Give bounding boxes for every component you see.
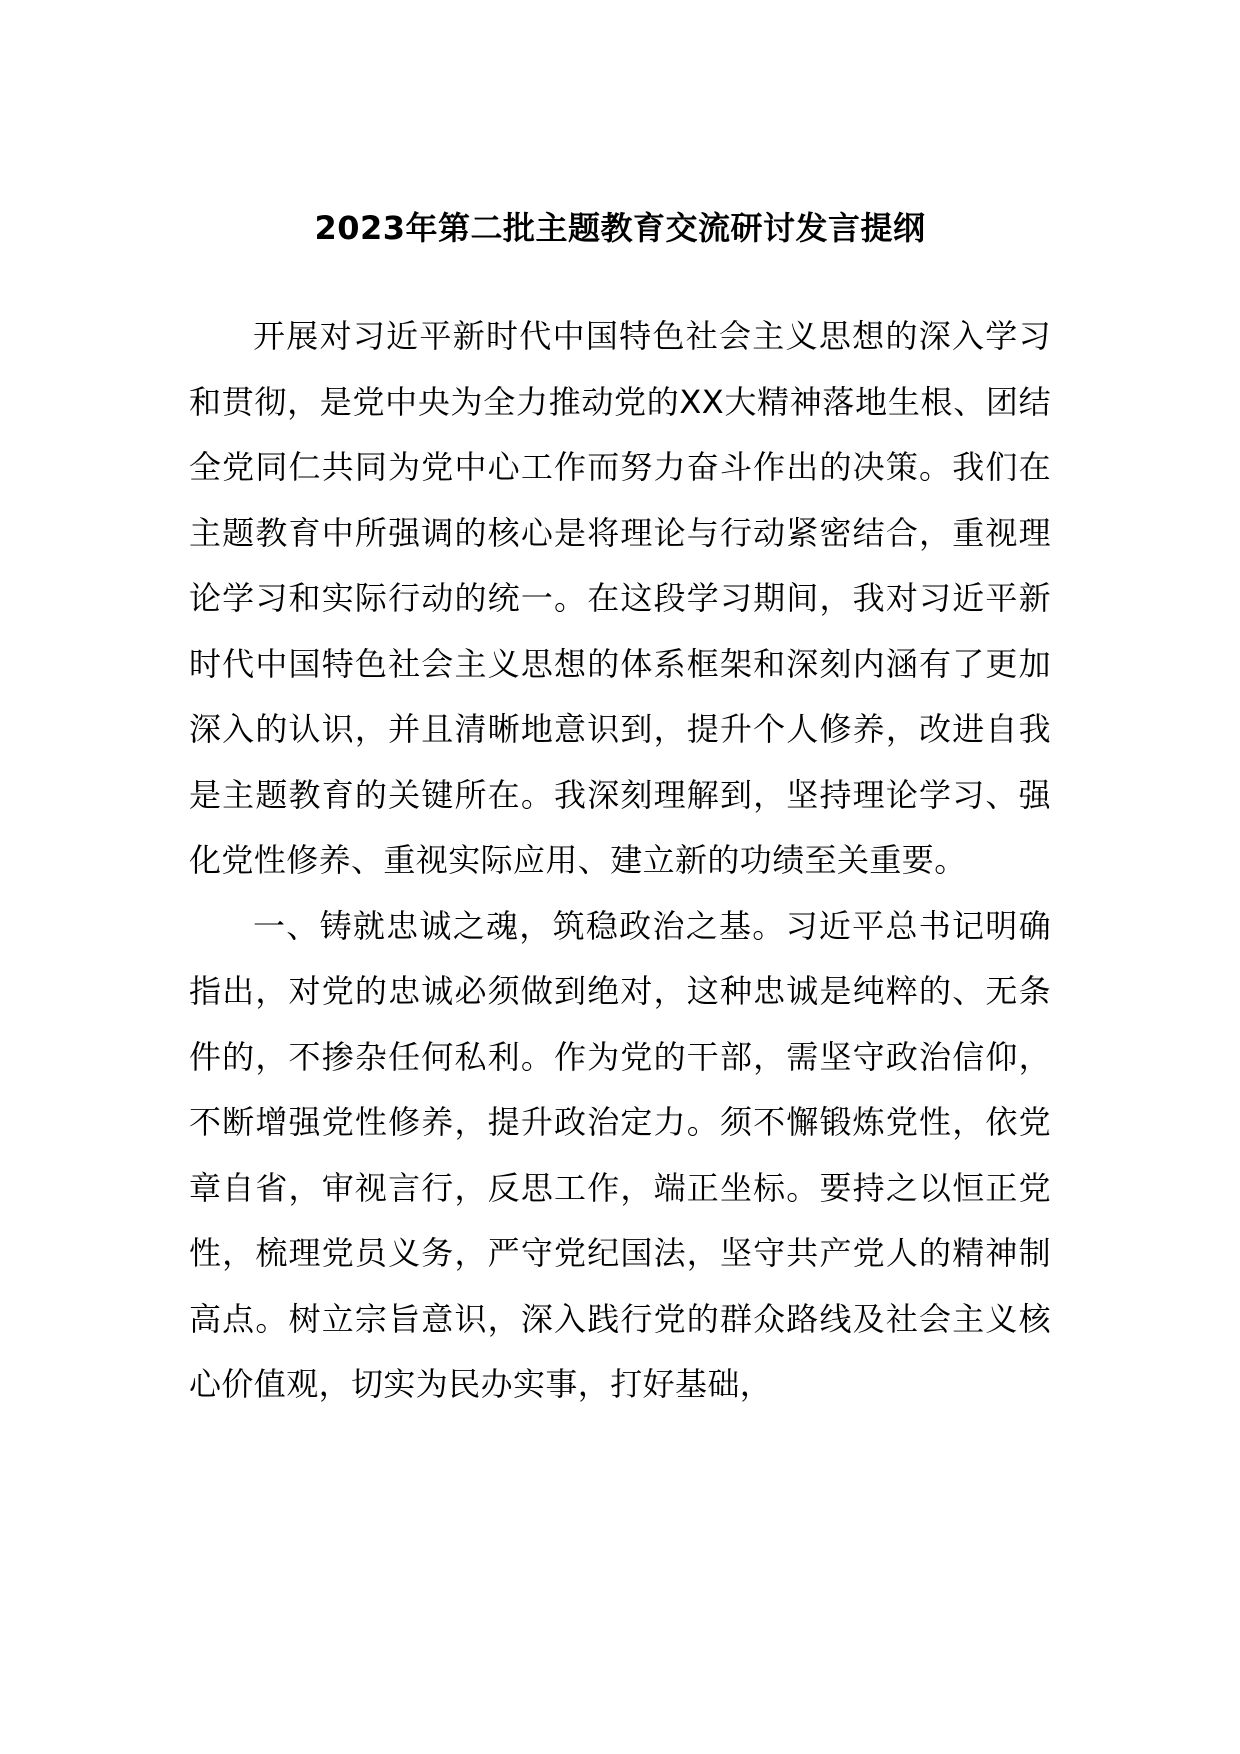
document-title: 2023年第二批主题教育交流研讨发言提纲 (314, 209, 926, 247)
paragraph-section-one: 一、铸就忠诚之魂，筑稳政治之基。习近平总书记明确指出，对党的忠诚必须做到绝对，这种忠诚是纯粹的、无条件的，不掺杂任何私利。作为党的干部，需坚守政治信仰，不断增强党性修养，提升政治定力。须不懈锻炼党性，依党章自省，审视言行，反思工作，端正坐标。要持之以恒正党性，梳理党员义务，严守党纪国法，坚守共产党人的精神制高点。树立宗旨意识，深入践行党的群众路线及社会主义核心价值观，切实为民办实事，打好基础， (189, 906, 1051, 1403)
paragraph-intro: 开展对习近平新时代中国特色社会主义思想的深入学习和贯彻，是党中央为全力推动党的XX大精神落地生根、团结全党同仁共同为党中心工作而努力奋斗作出的决策。我们在主题教育中所强调的核心是将理论与行动紧密结合，重视理论学习和实际行动的统一。在这段学习期间，我对习近平新时代中国特色社会主义思想的体系框架和深刻内涵有了更加深入的认识，并且清晰地意识到，提升个人修养，改进自我是主题教育的关键所在。我深刻理解到，坚持理论学习、强化党性修养、重视实际应用、建立新的功绩至关重要。 (189, 317, 1051, 879)
document-body (189, 304, 1051, 1418)
